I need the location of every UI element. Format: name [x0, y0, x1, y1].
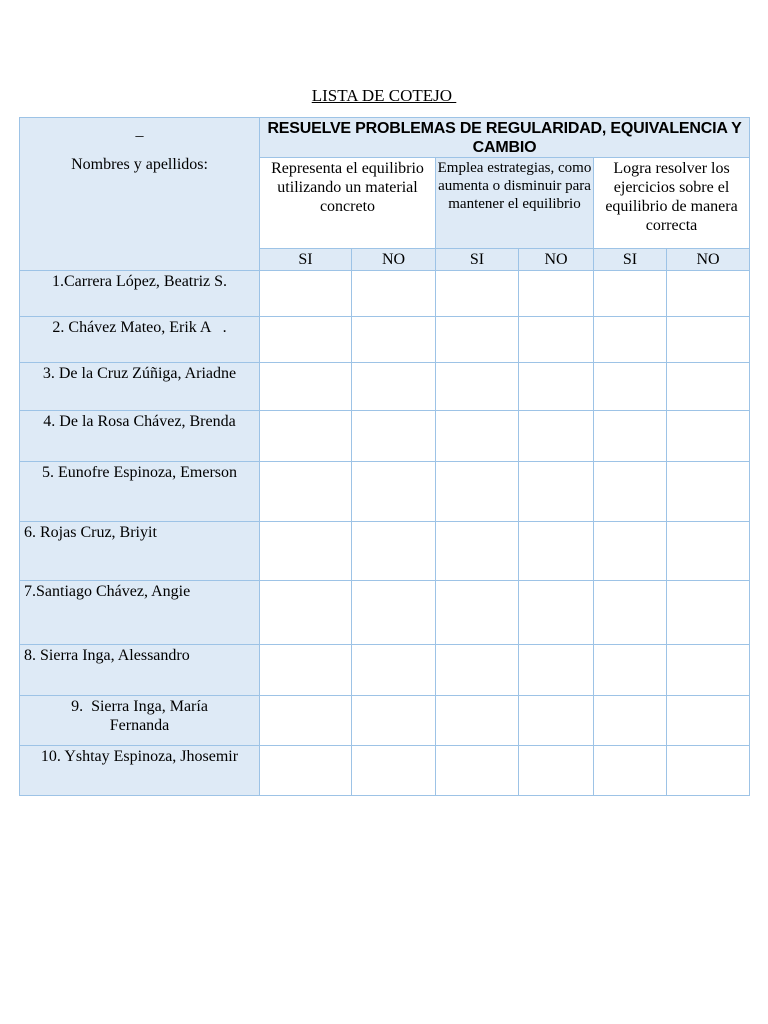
student-name: 10. Yshtay Espinoza, Jhosemir [20, 746, 260, 796]
check-cell[interactable] [436, 696, 519, 746]
check-cell[interactable] [594, 645, 667, 696]
check-cell[interactable] [594, 462, 667, 522]
table-row [20, 411, 750, 462]
check-cell[interactable] [667, 462, 750, 522]
check-cell[interactable] [352, 271, 436, 317]
check-cell[interactable] [519, 696, 594, 746]
check-cell[interactable] [667, 645, 750, 696]
student-name: 9. Sierra Inga, María Fernanda [20, 696, 260, 746]
check-cell[interactable] [352, 363, 436, 411]
check-cell[interactable] [667, 522, 750, 581]
check-cell[interactable] [352, 411, 436, 462]
check-cell[interactable] [519, 271, 594, 317]
checklist-table [19, 117, 750, 796]
table-row [20, 696, 750, 746]
student-name: 1.Carrera López, Beatriz S. [20, 271, 260, 317]
table-row [20, 462, 750, 522]
check-cell[interactable] [667, 581, 750, 645]
document-title: LISTA DE COTEJO [311, 86, 457, 105]
check-cell[interactable] [519, 645, 594, 696]
check-cell[interactable] [352, 696, 436, 746]
check-cell[interactable] [594, 522, 667, 581]
check-cell[interactable] [436, 363, 519, 411]
check-cell[interactable] [436, 746, 519, 796]
check-cell[interactable] [667, 363, 750, 411]
criterion-1-no-header: NO [352, 249, 436, 271]
check-cell[interactable] [519, 363, 594, 411]
check-cell[interactable] [519, 522, 594, 581]
check-cell[interactable] [352, 317, 436, 363]
check-cell[interactable] [594, 271, 667, 317]
check-cell[interactable] [260, 581, 352, 645]
check-cell[interactable] [260, 271, 352, 317]
names-header-cell [20, 118, 260, 271]
check-cell[interactable] [667, 271, 750, 317]
check-cell[interactable] [436, 271, 519, 317]
check-cell[interactable] [667, 411, 750, 462]
check-cell[interactable] [519, 746, 594, 796]
criterion-2: Emplea estrategias, como aumenta o disminuir para mantener el equilibrio [436, 158, 594, 249]
check-cell[interactable] [594, 363, 667, 411]
check-cell[interactable] [519, 581, 594, 645]
criterion-3-no-header: NO [667, 249, 750, 271]
check-cell[interactable] [260, 462, 352, 522]
table-row [20, 746, 750, 796]
check-cell[interactable] [260, 363, 352, 411]
student-name: 8. Sierra Inga, Alessandro [20, 645, 260, 696]
check-cell[interactable] [594, 696, 667, 746]
student-name: 2. Chávez Mateo, Erik A . [20, 317, 260, 363]
check-cell[interactable] [352, 462, 436, 522]
table-row [20, 363, 750, 411]
check-cell[interactable] [594, 317, 667, 363]
check-cell[interactable] [260, 317, 352, 363]
student-name: 7.Santiago Chávez, Angie [20, 581, 260, 645]
check-cell[interactable] [352, 645, 436, 696]
check-cell[interactable] [436, 411, 519, 462]
competency-heading: RESUELVE PROBLEMAS DE REGULARIDAD, EQUIVALENCIA Y CAMBIO [260, 118, 750, 158]
check-cell[interactable] [594, 581, 667, 645]
check-cell[interactable] [436, 581, 519, 645]
check-cell[interactable] [352, 522, 436, 581]
criterion-3-si-header: SI [594, 249, 667, 271]
check-cell[interactable] [594, 411, 667, 462]
names-header-label: Nombres y apellidos: [71, 156, 208, 173]
table-row [20, 581, 750, 645]
check-cell[interactable] [667, 317, 750, 363]
check-cell[interactable] [352, 581, 436, 645]
check-cell[interactable] [519, 462, 594, 522]
criterion-2-no-header: NO [519, 249, 594, 271]
criterion-2-si-header: SI [436, 249, 519, 271]
criterion-3: Logra resolver los ejercicios sobre el equilibrio de manera correcta [594, 158, 750, 249]
check-cell[interactable] [594, 746, 667, 796]
check-cell[interactable] [260, 645, 352, 696]
check-cell[interactable] [436, 645, 519, 696]
student-name: 3. De la Cruz Zúñiga, Ariadne [20, 363, 260, 411]
check-cell[interactable] [352, 746, 436, 796]
check-cell[interactable] [519, 411, 594, 462]
table-row [20, 317, 750, 363]
student-name: 6. Rojas Cruz, Briyit [20, 522, 260, 581]
check-cell[interactable] [436, 522, 519, 581]
table-row [20, 271, 750, 317]
check-cell[interactable] [667, 696, 750, 746]
table-row [20, 522, 750, 581]
criterion-1-si-header: SI [260, 249, 352, 271]
check-cell[interactable] [667, 746, 750, 796]
check-cell[interactable] [260, 696, 352, 746]
student-name: 5. Eunofre Espinoza, Emerson [20, 462, 260, 522]
student-name: 4. De la Rosa Chávez, Brenda [20, 411, 260, 462]
criterion-1: Representa el equilibrio utilizando un material concreto [260, 158, 436, 249]
check-cell[interactable] [260, 522, 352, 581]
check-cell[interactable] [436, 462, 519, 522]
check-cell[interactable] [260, 411, 352, 462]
check-cell[interactable] [519, 317, 594, 363]
table-row [20, 645, 750, 696]
check-cell[interactable] [260, 746, 352, 796]
header-dash: _ [135, 122, 144, 139]
check-cell[interactable] [436, 317, 519, 363]
